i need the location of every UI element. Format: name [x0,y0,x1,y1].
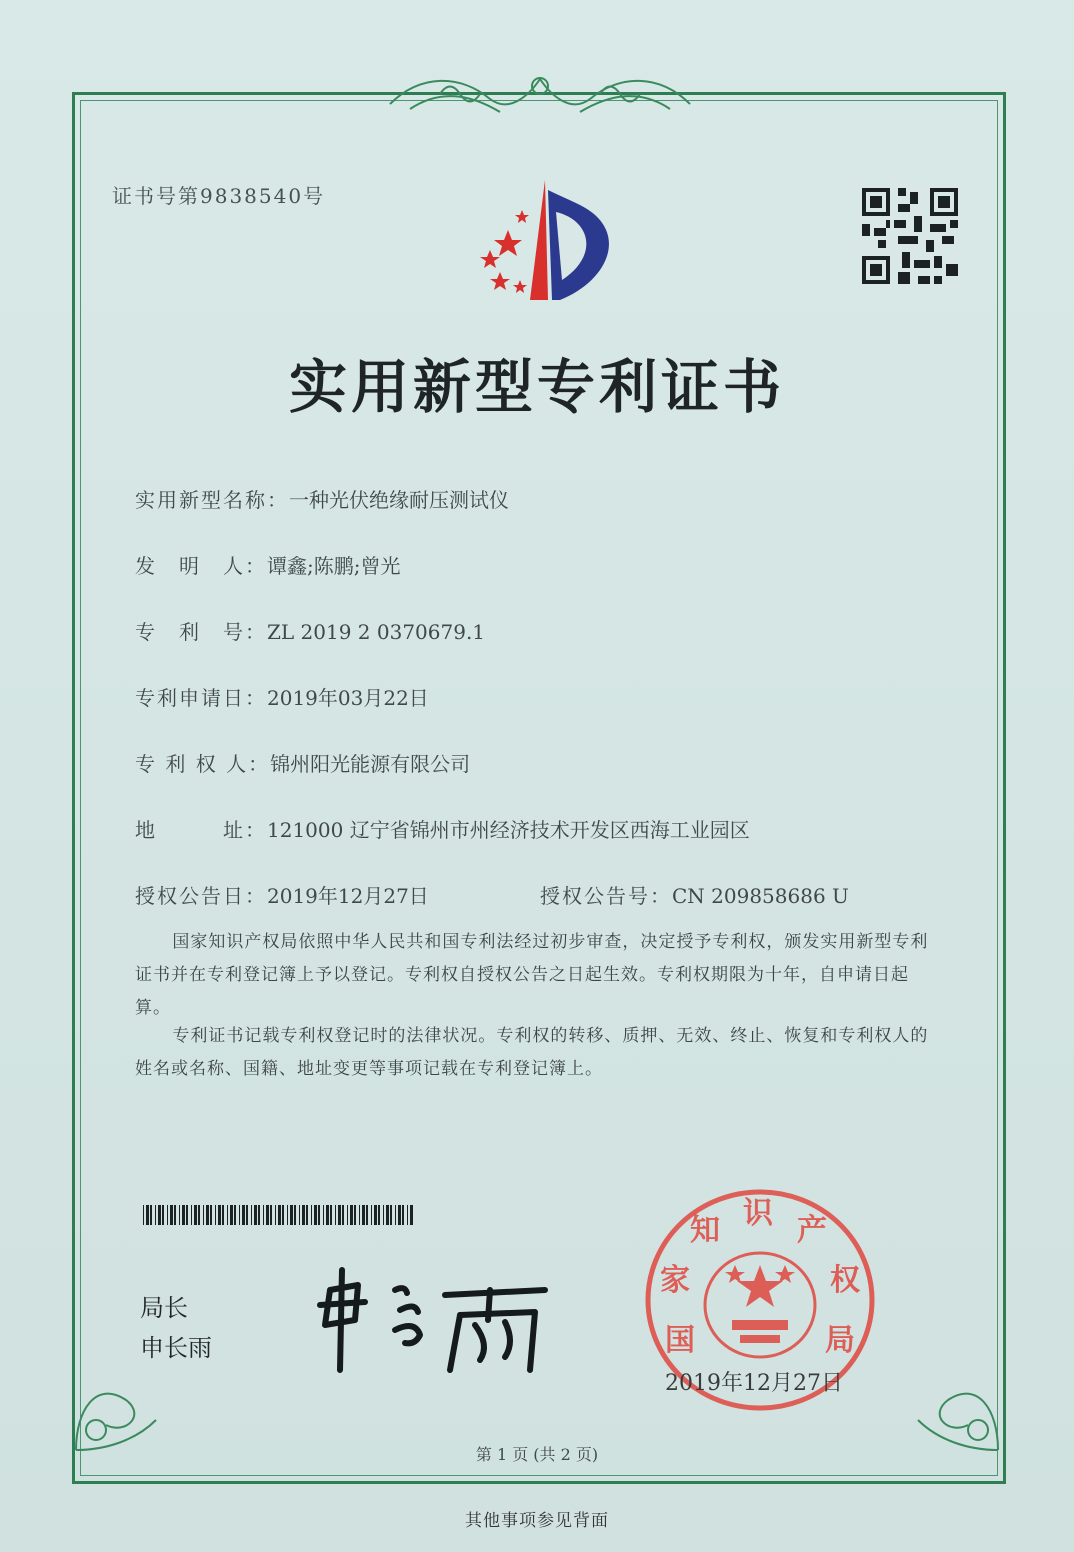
field-value: 121000 辽宁省锦州市州经济技术开发区西海工业园区 [267,818,750,842]
patent-office-logo-icon [460,170,630,310]
field-patentee [135,748,470,777]
page-title: 实用新型专利证书 [288,353,785,421]
field-label: 发 明 人： [135,554,267,578]
certificate-number: 证书号第9838540号 [112,184,326,208]
field-value: CN 209858686 U [672,884,849,908]
field-application-date [135,682,429,711]
field-label: 专利申请日： [135,686,267,710]
svg-text:局: 局 [825,1323,855,1358]
field-label: 授权公告号： [540,884,672,908]
field-address [135,814,750,843]
svg-text:权: 权 [830,1263,860,1298]
field-value: 2019年03月22日 [267,686,429,710]
field-value: 锦州阳光能源有限公司 [270,752,471,776]
svg-text:国: 国 [665,1323,695,1358]
statement-paragraph: 国家知识产权局依照中华人民共和国专利法经过初步审查，决定授予专利权，颁发实用新型专利证书并在专利登记簿上予以登记。专利权自授权公告之日起生效。专利权期限为十年，自申请日起算。 [135,932,929,1018]
director-name: 申长雨 [140,1334,212,1362]
field-value: 2019年12月27日 [267,884,429,908]
field-label: 专 利 号： [135,620,267,644]
field-patent-number [135,616,485,645]
director-title: 局长 [140,1294,188,1322]
field-value: 一种光伏绝缘耐压测试仪 [289,488,509,512]
field-utility-model-name [135,484,509,513]
svg-text:知: 知 [690,1213,720,1248]
field-announcement-number [540,880,849,909]
field-grant-date [135,880,429,909]
field-value: ZL 2019 2 0370679.1 [267,620,486,644]
field-label: 实用新型名称： [135,488,289,512]
field-value: 谭鑫;陈鹏;曾光 [267,554,401,578]
field-label: 专 利 权 人： [135,752,271,776]
signature-image [300,1260,560,1380]
top-ornament-icon [380,64,700,124]
legal-status-paragraph: 专利证书记载专利权登记时的法律状况。专利权的转移、质押、无效、终止、恢复和专利权人的姓名或名称、国籍、地址变更等事项记载在专利登记簿上。 [135,1026,929,1079]
page-number: 第 1 页 (共 2 页) [475,1445,599,1464]
svg-text:识: 识 [743,1196,773,1231]
field-label: 授权公告日： [135,884,267,908]
barcode-icon [143,1205,413,1225]
svg-text:产: 产 [797,1213,827,1248]
field-label: 地 址： [135,818,267,842]
qr-code-icon [858,184,962,288]
footer-note: 其他事项参见背面 [465,1511,609,1531]
svg-text:家: 家 [660,1263,690,1298]
field-inventors [135,550,400,579]
seal-date: 2019年12月27日 [665,1371,843,1396]
